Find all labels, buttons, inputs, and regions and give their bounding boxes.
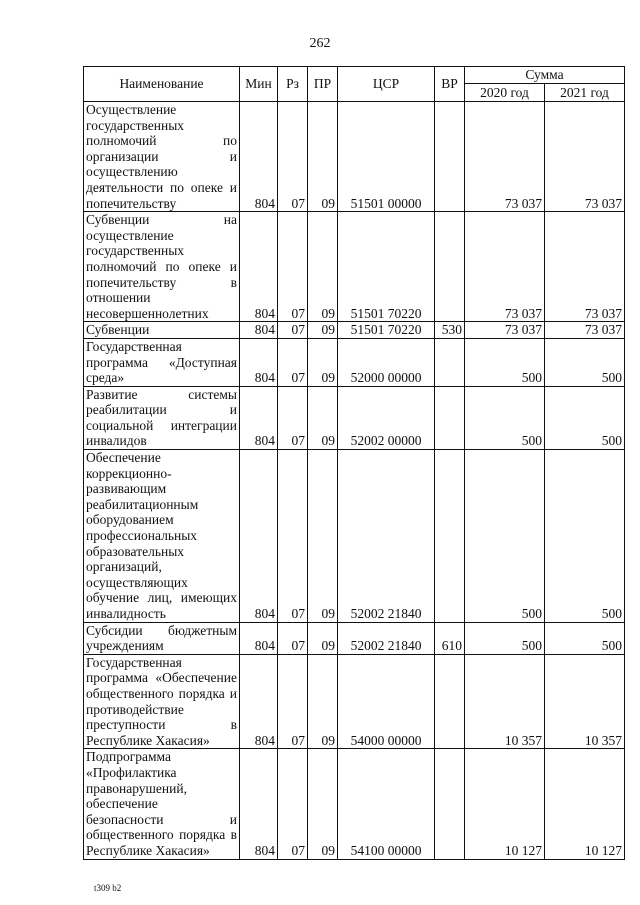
row-csr: 52000 00000 — [338, 338, 435, 386]
row-csr: 52002 21840 — [338, 622, 435, 654]
row-vr — [435, 338, 465, 386]
row-min: 804 — [240, 102, 278, 212]
header-vr: ВР — [435, 67, 465, 102]
row-name-text: Подпрограмма «Профилактика правонарушений, обеспечение безопасности и общественного порядка в Республике Хакасия» — [86, 749, 237, 858]
row-sum-2021: 73 037 — [545, 322, 625, 339]
row-name-text: Субвенции на осуществление государственных полномочий по опеке и попечительству в отношении несовершеннолетних — [86, 212, 237, 321]
row-vr — [435, 386, 465, 449]
row-name-text: Обеспечение коррекционно-развивающим реабилитационным оборудованием профессиональных образовательных организаций, осуществляющих обучение лиц, имеющих инвалидность — [86, 450, 237, 621]
row-min: 804 — [240, 654, 278, 749]
row-pr: 09 — [308, 622, 338, 654]
row-rz: 07 — [278, 322, 308, 339]
table-row — [84, 338, 625, 386]
row-min: 804 — [240, 338, 278, 386]
row-csr: 52002 00000 — [338, 386, 435, 449]
row-csr: 54000 00000 — [338, 654, 435, 749]
row-min: 804 — [240, 749, 278, 859]
row-sum-2020: 500 — [465, 338, 545, 386]
budget-table — [83, 66, 625, 860]
row-min: 804 — [240, 622, 278, 654]
row-vr: 530 — [435, 322, 465, 339]
row-rz: 07 — [278, 622, 308, 654]
row-name — [84, 102, 240, 212]
row-csr: 51501 70220 — [338, 322, 435, 339]
page-number: 262 — [309, 36, 331, 51]
row-rz: 07 — [278, 338, 308, 386]
row-pr: 09 — [308, 386, 338, 449]
row-csr: 51501 00000 — [338, 102, 435, 212]
table-row — [84, 386, 625, 449]
table-row — [84, 654, 625, 749]
row-sum-2020: 500 — [465, 450, 545, 623]
row-name-text: Государственная программа «Обеспечение общественного порядка и противодействие преступности в Республике Хакасия» — [86, 654, 237, 748]
row-rz: 07 — [278, 212, 308, 322]
row-sum-2021: 500 — [545, 450, 625, 623]
row-sum-2020: 500 — [465, 386, 545, 449]
header-rz: Рз — [278, 67, 308, 102]
header-min: Мин — [240, 67, 278, 102]
row-name-text: Осуществление государственных полномочий по организации и осуществлению деятельности по опеке и попечительству — [86, 102, 237, 211]
row-min: 804 — [240, 322, 278, 339]
row-name — [84, 749, 240, 859]
row-min: 804 — [240, 450, 278, 623]
row-vr — [435, 654, 465, 749]
row-vr — [435, 102, 465, 212]
row-name-text: Субвенции — [86, 322, 150, 338]
table-body — [84, 102, 625, 860]
row-pr: 09 — [308, 654, 338, 749]
table-row — [84, 102, 625, 212]
header-sum: Сумма — [465, 67, 625, 84]
table-row — [84, 622, 625, 654]
row-name — [84, 338, 240, 386]
row-name-text: Субсидии бюджетным учреждениям — [86, 622, 237, 654]
header-csr: ЦСР — [338, 67, 435, 102]
row-pr: 09 — [308, 212, 338, 322]
row-sum-2020: 10 127 — [465, 749, 545, 859]
row-rz: 07 — [278, 654, 308, 749]
row-pr: 09 — [308, 450, 338, 623]
row-pr: 09 — [308, 338, 338, 386]
row-name-text: Государственная программа «Доступная среда» — [86, 338, 237, 386]
row-sum-2021: 73 037 — [545, 212, 625, 322]
footer-code: t309 b2 — [94, 883, 122, 893]
row-sum-2021: 73 037 — [545, 102, 625, 212]
header-pr: ПР — [308, 67, 338, 102]
row-name — [84, 450, 240, 623]
row-vr — [435, 749, 465, 859]
row-sum-2020: 73 037 — [465, 212, 545, 322]
row-sum-2021: 10 357 — [545, 654, 625, 749]
row-sum-2021: 500 — [545, 622, 625, 654]
row-name — [84, 654, 240, 749]
row-name — [84, 386, 240, 449]
row-rz: 07 — [278, 450, 308, 623]
row-sum-2021: 500 — [545, 338, 625, 386]
row-min: 804 — [240, 212, 278, 322]
row-vr — [435, 212, 465, 322]
table-row — [84, 212, 625, 322]
row-sum-2020: 10 357 — [465, 654, 545, 749]
row-name — [84, 322, 240, 339]
row-name — [84, 212, 240, 322]
row-sum-2020: 500 — [465, 622, 545, 654]
row-rz: 07 — [278, 102, 308, 212]
row-rz: 07 — [278, 386, 308, 449]
row-name-text: Развитие системы реабилитации и социальной интеграции инвалидов — [86, 386, 237, 449]
row-sum-2021: 10 127 — [545, 749, 625, 859]
row-sum-2020: 73 037 — [465, 102, 545, 212]
header-year-2020: 2020 год — [465, 84, 545, 102]
row-pr: 09 — [308, 102, 338, 212]
table-row — [84, 322, 625, 339]
table-row — [84, 450, 625, 623]
row-name — [84, 622, 240, 654]
row-csr: 51501 70220 — [338, 212, 435, 322]
header-name: Наименование — [84, 67, 240, 102]
row-vr — [435, 450, 465, 623]
row-sum-2021: 500 — [545, 386, 625, 449]
row-pr: 09 — [308, 749, 338, 859]
row-csr: 52002 21840 — [338, 450, 435, 623]
row-min: 804 — [240, 386, 278, 449]
row-vr: 610 — [435, 622, 465, 654]
row-csr: 54100 00000 — [338, 749, 435, 859]
header-year-2021: 2021 год — [545, 84, 625, 102]
table-row — [84, 749, 625, 859]
row-sum-2020: 73 037 — [465, 322, 545, 339]
row-pr: 09 — [308, 322, 338, 339]
row-rz: 07 — [278, 749, 308, 859]
